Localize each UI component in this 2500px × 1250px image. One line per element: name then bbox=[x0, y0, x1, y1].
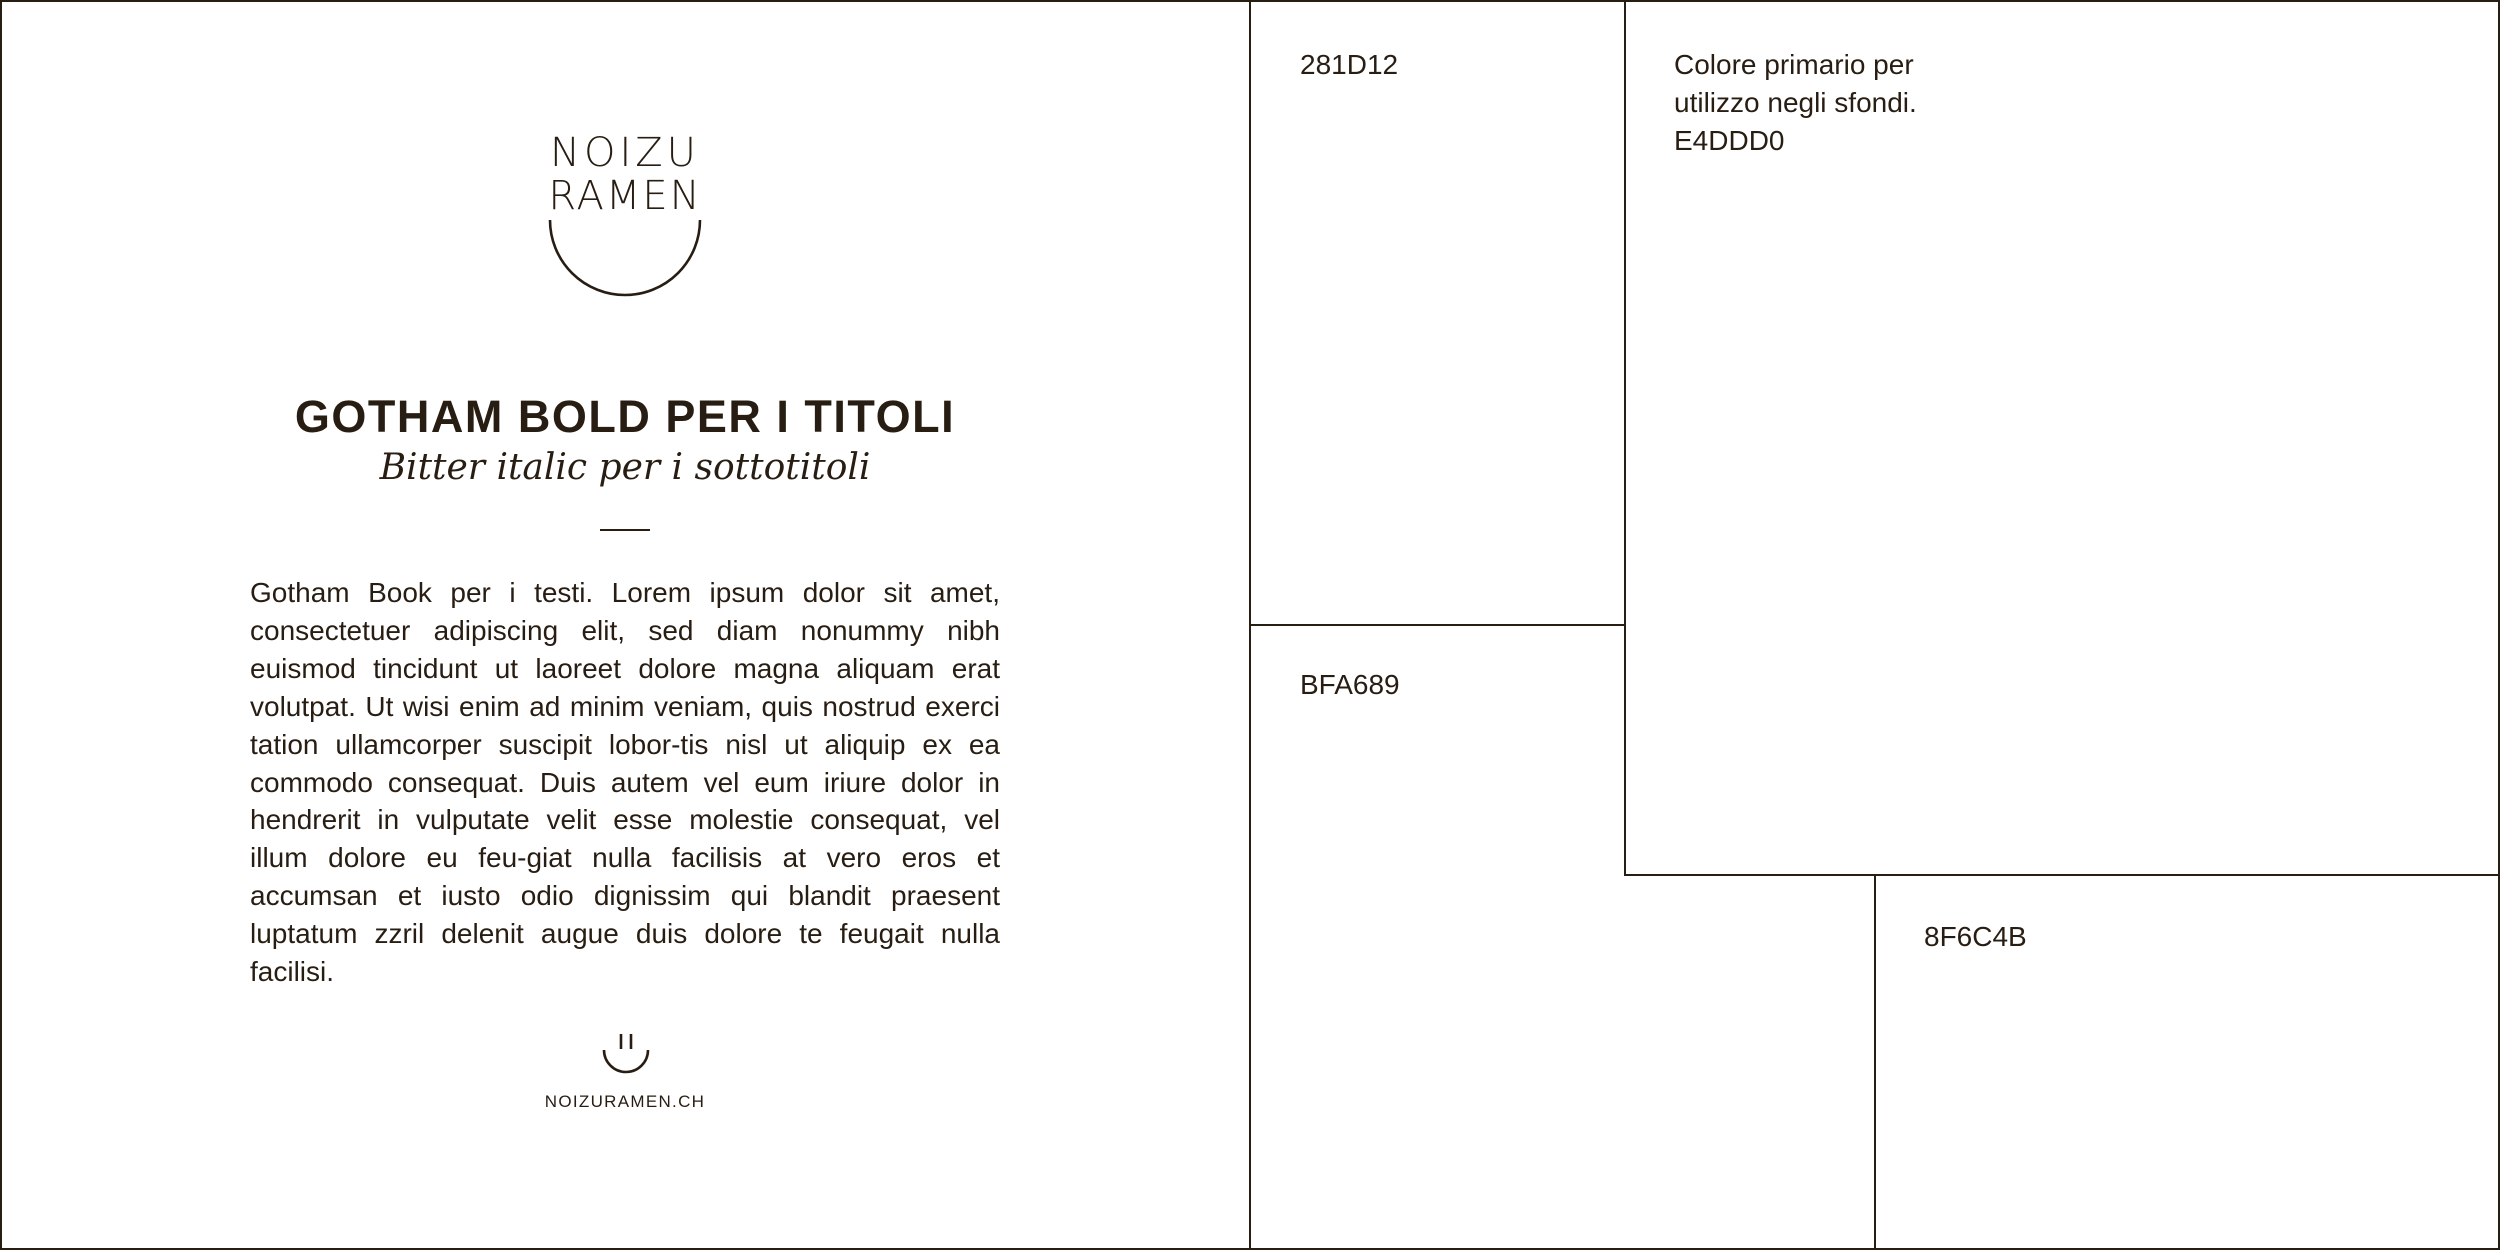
swatch-code-2: BFA689 bbox=[1300, 669, 1400, 700]
subhead-sample: Bitter italic per i sottotitoli bbox=[379, 447, 871, 488]
swatch-primary-description-line2: utilizzo negli sfondi. bbox=[1674, 87, 1917, 118]
swatch-code-4: 8F6C4B bbox=[1924, 921, 2027, 952]
headline-sample: GOTHAM BOLD PER I TITOLI bbox=[294, 391, 956, 442]
ramen-bowl-icon bbox=[547, 218, 703, 300]
swatch-primary-label bbox=[1674, 46, 2034, 160]
logo-wordmark-line2: RAMEN bbox=[548, 173, 702, 219]
short-divider bbox=[600, 529, 650, 531]
divider-vertical-swatch-4 bbox=[1874, 875, 1876, 1250]
logo-wordmark-line1: NOIZU bbox=[550, 130, 700, 176]
body-text-sample: Gotham Book per i testi. Lorem ipsum dolor sit amet, consectetuer adipiscing elit, sed diam nonummy nibh euismod tincidunt ut laoreet dolore magna aliquam erat volutpat. Ut wisi enim ad minim veniam, quis nostrud exerci tation ullamcorper suscipit lobor-tis nisl ut aliquip ex ea commodo consequat. Duis autem vel eum iriure dolor in hendrerit in vulputate velit esse molestie consequat, vel illum dolore eu feu-giat nulla facilisis at vero eros et accumsan et iusto odio dignissim qui blandit praesent luptatum zzril delenit augue duis dolore te feugait nulla facilisi. bbox=[250, 577, 1000, 988]
website-url: NOIZURAMEN.CH bbox=[544, 1092, 706, 1111]
divider-horizontal-swatch-3 bbox=[1624, 874, 2500, 876]
divider-vertical-swatch-1 bbox=[1624, 0, 1626, 875]
swatch-primary-description-line1: Colore primario per bbox=[1674, 49, 1914, 80]
swatch-code-3: E4DDD0 bbox=[1674, 125, 1785, 156]
swatch-code-1: 281D12 bbox=[1300, 49, 1399, 80]
divider-horizontal-swatch-1 bbox=[1250, 624, 1625, 626]
smile-icon bbox=[602, 1032, 650, 1076]
